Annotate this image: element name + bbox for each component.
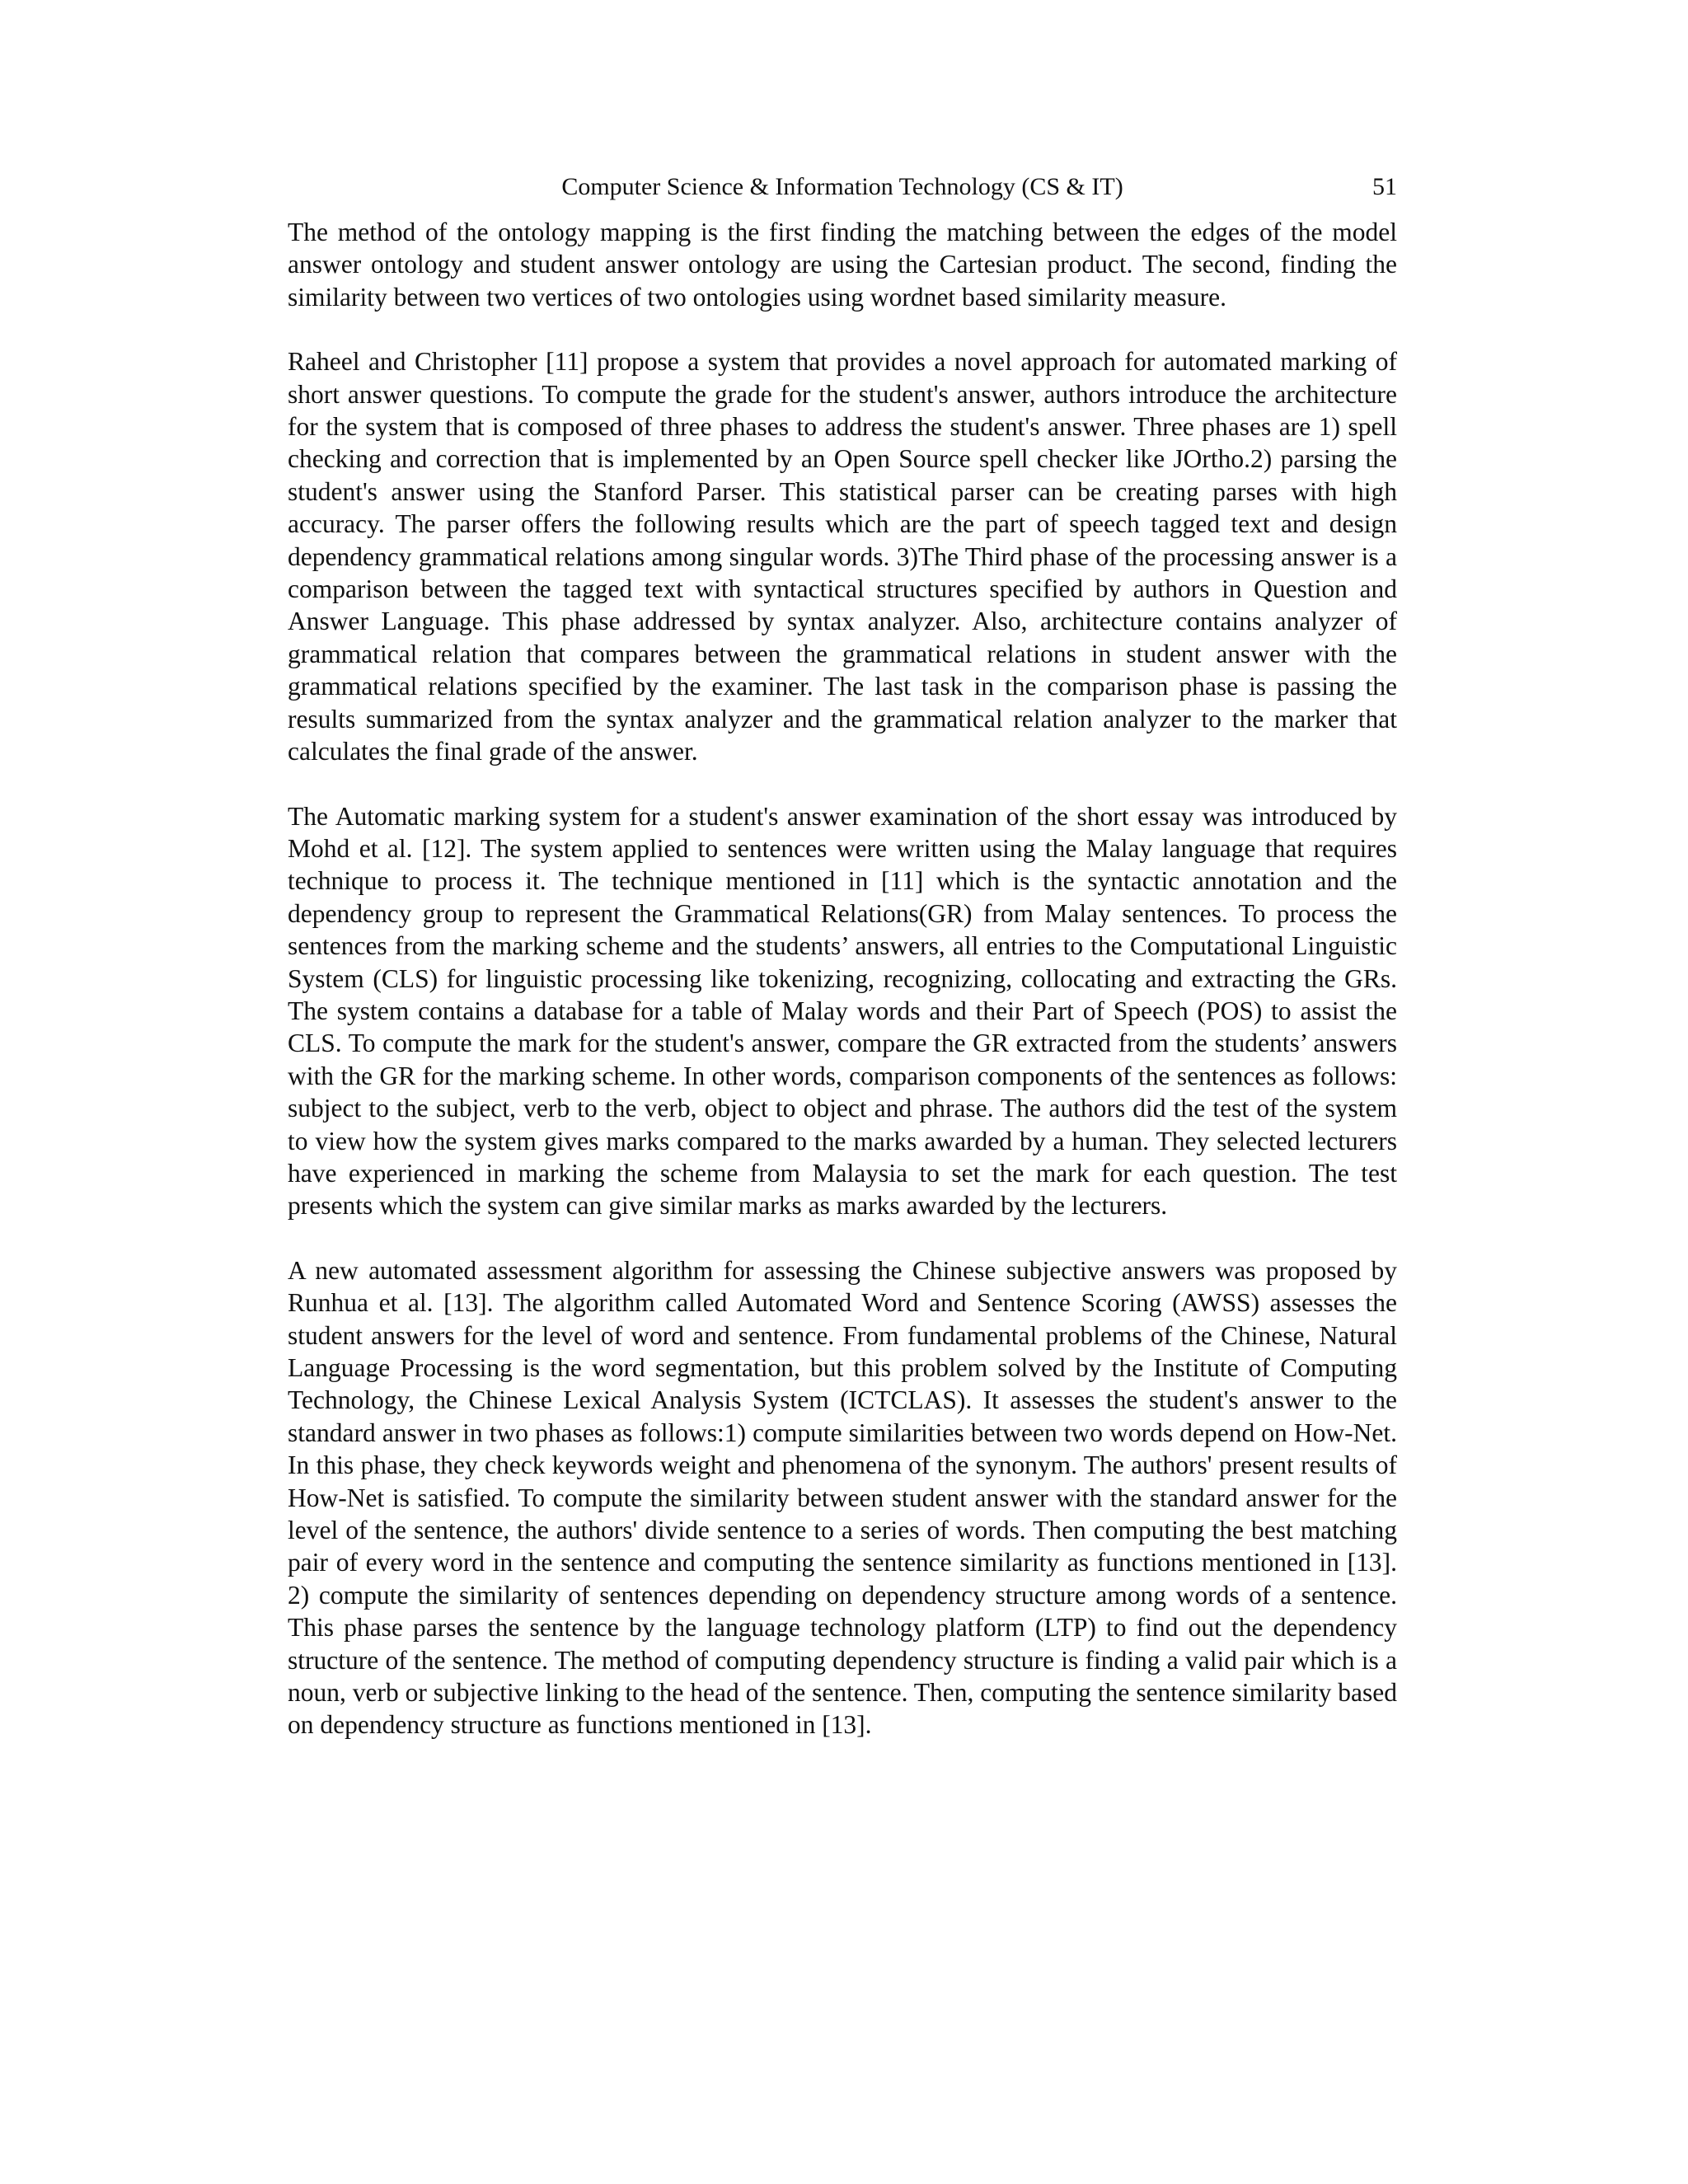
- journal-title: Computer Science & Information Technology (CS & IT): [561, 173, 1123, 200]
- paragraph-raheel-christopher: Raheel and Christopher [11] propose a system that provides a novel approach for automated marking of short answer questions. To compute the grade for the student's answer, authors introduce the architecture for the system that is composed of three phases to address the student's answer. Three phases are 1) spell checking and correction that is implemented by an Open Source spell checker like JOrtho.2) parsing the student's answer using the Stanford Parser. This statistical parser can be creating parses with high accuracy. The parser offers the following results which are the part of speech tagged text and design dependency grammatical relations among singular words. 3)The Third phase of the processing answer is a comparison between the tagged text with syntactical structures specified by authors in Question and Answer Language. This phase addressed by syntax analyzer. Also, architecture contains analyzer of grammatical relation that compares between the grammatical relations in student answer with the grammatical relations specified by the examiner. The last task in the comparison phase is passing the results summarized from the syntax analyzer and the grammatical relation analyzer to the marker that calculates the final grade of the answer.: [288, 347, 1397, 766]
- running-header: [288, 169, 1397, 205]
- paragraph-ontology-mapping: The method of the ontology mapping is the first finding the matching between the edges of the model answer ontology and student answer ontology are using the Cartesian product. The second, finding the similarity between two vertices of two ontologies using wordnet based similarity measure.: [288, 218, 1397, 312]
- paragraph-runhua-et-al: A new automated assessment algorithm for assessing the Chinese subjective answers was proposed by Runhua et al. [13]. The algorithm called Automated Word and Sentence Scoring (AWSS) assesses the student answers for the level of word and sentence. From fundamental problems of the Chinese, Natural Language Processing is the word segmentation, but this problem solved by the Institute of Computing Technology, the Chinese Lexical Analysis System (ICTCLAS). It assesses the student's answer to the standard answer in two phases as follows:1) compute similarities between two words depend on How-Net. In this phase, they check keywords weight and phenomena of the synonym. The authors' present results of How-Net is satisfied. To compute the similarity between student answer with the standard answer for the level of the sentence, the authors' divide sentence to a series of words. Then computing the best matching pair of every word in the sentence and computing the sentence similarity as functions mentioned in [13]. 2) compute the similarity of sentences depending on dependency structure among words of a sentence. This phase parses the sentence by the language technology platform (LTP) to find out the dependency structure of the sentence. The method of computing dependency structure is finding a valid pair which is a noun, verb or subjective linking to the head of the sentence. Then, computing the sentence similarity based on dependency structure as functions mentioned in [13].: [288, 1255, 1397, 1740]
- page-number: 51: [1372, 173, 1397, 200]
- body-text: [288, 216, 1397, 1774]
- paragraph-mohd-et-al: The Automatic marking system for a student's answer examination of the short essay was introduced by Mohd et al. [12]. The system applied to sentences were written using the Malay language that requires technique to process it. The technique mentioned in [11] which is the syntactic annotation and the dependency group to represent the Grammatical Relations(GR) from Malay sentences. To process the sentences from the marking scheme and the students’ answers, all entries to the Computational Linguistic System (CLS) for linguistic processing like tokenizing, recognizing, collocating and extracting the GRs. The system contains a database for a table of Malay words and their Part of Speech (POS) to assist the CLS. To compute the mark for the student's answer, compare the GR extracted from the students’ answers with the GR for the marking scheme. In other words, comparison components of the sentences as follows: subject to the subject, verb to the verb, object to object and phrase. The authors did the test of the system to view how the system gives marks compared to the marks awarded by a human. They selected lecturers have experienced in marking the scheme from Malaysia to set the mark for each question. The test presents which the system can give similar marks as marks awarded by the lecturers.: [288, 801, 1397, 1221]
